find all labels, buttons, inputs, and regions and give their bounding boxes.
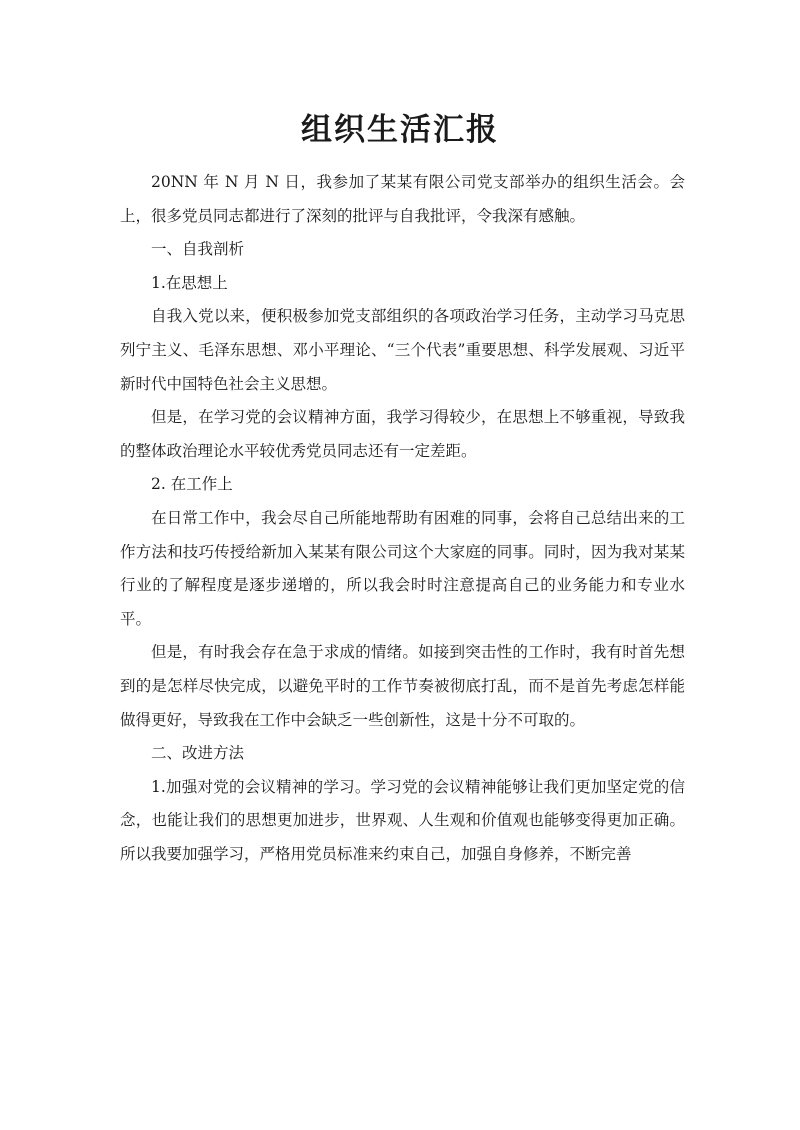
document-title: 组织生活汇报	[301, 112, 499, 148]
paragraph-work-help: 在日常工作中，我会尽自己所能地帮助有困难的同事，会将自己总结出来的工作方法和技巧传授给新加入某某有限公司这个大家庭的同事。同时，因为我对某某行业的了解程度是逐步递增的，所以我会时时注意提高自己的业务能力和专业水平。	[120, 508, 685, 628]
heading-improvement: 二、改进方法	[151, 744, 245, 763]
paragraph-improvement-study: 1.加强对党的会议精神的学习。学习党的会议精神能够让我们更加坚定党的信念，也能让我们的思想更加进步，世界观、人生观和价值观也能够变得更加正确。所以我要加强学习，严格用党员标准来约束自己，加强自身修养，不断完善	[120, 777, 685, 863]
heading-self-analysis: 一、自我剖析	[151, 240, 245, 259]
paragraph-thought-study: 自我入党以来，便积极参加党支部组织的各项政治学习任务，主动学习马克思列宁主义、毛泽东思想、邓小平理论、“三个代表”重要思想、科学发展观、习近平新时代中国特色社会主义思想。	[120, 307, 685, 393]
subheading-work: 2. 在工作上	[151, 475, 233, 494]
subheading-thought: 1.在思想上	[151, 273, 228, 292]
document-body	[120, 166, 685, 871]
paragraph-intro: 20NN 年 N 月 N 日，我参加了某某有限公司党支部举办的组织生活会。会上，很多党员同志都进行了深刻的批评与自我批评，令我深有感触。	[120, 173, 685, 225]
paragraph-thought-shortcoming: 但是，在学习党的会议精神方面，我学习得较少，在思想上不够重视，导致我的整体政治理论水平较优秀党员同志还有一定差距。	[120, 408, 685, 460]
paragraph-work-shortcoming: 但是，有时我会存在急于求成的情绪。如接到突击性的工作时，我有时首先想到的是怎样尽快完成，以避免平时的工作节奏被彻底打乱，而不是首先考虑怎样能做得更好，导致我在工作中会缺乏一些创新性，这是十分不可取的。	[120, 643, 685, 729]
